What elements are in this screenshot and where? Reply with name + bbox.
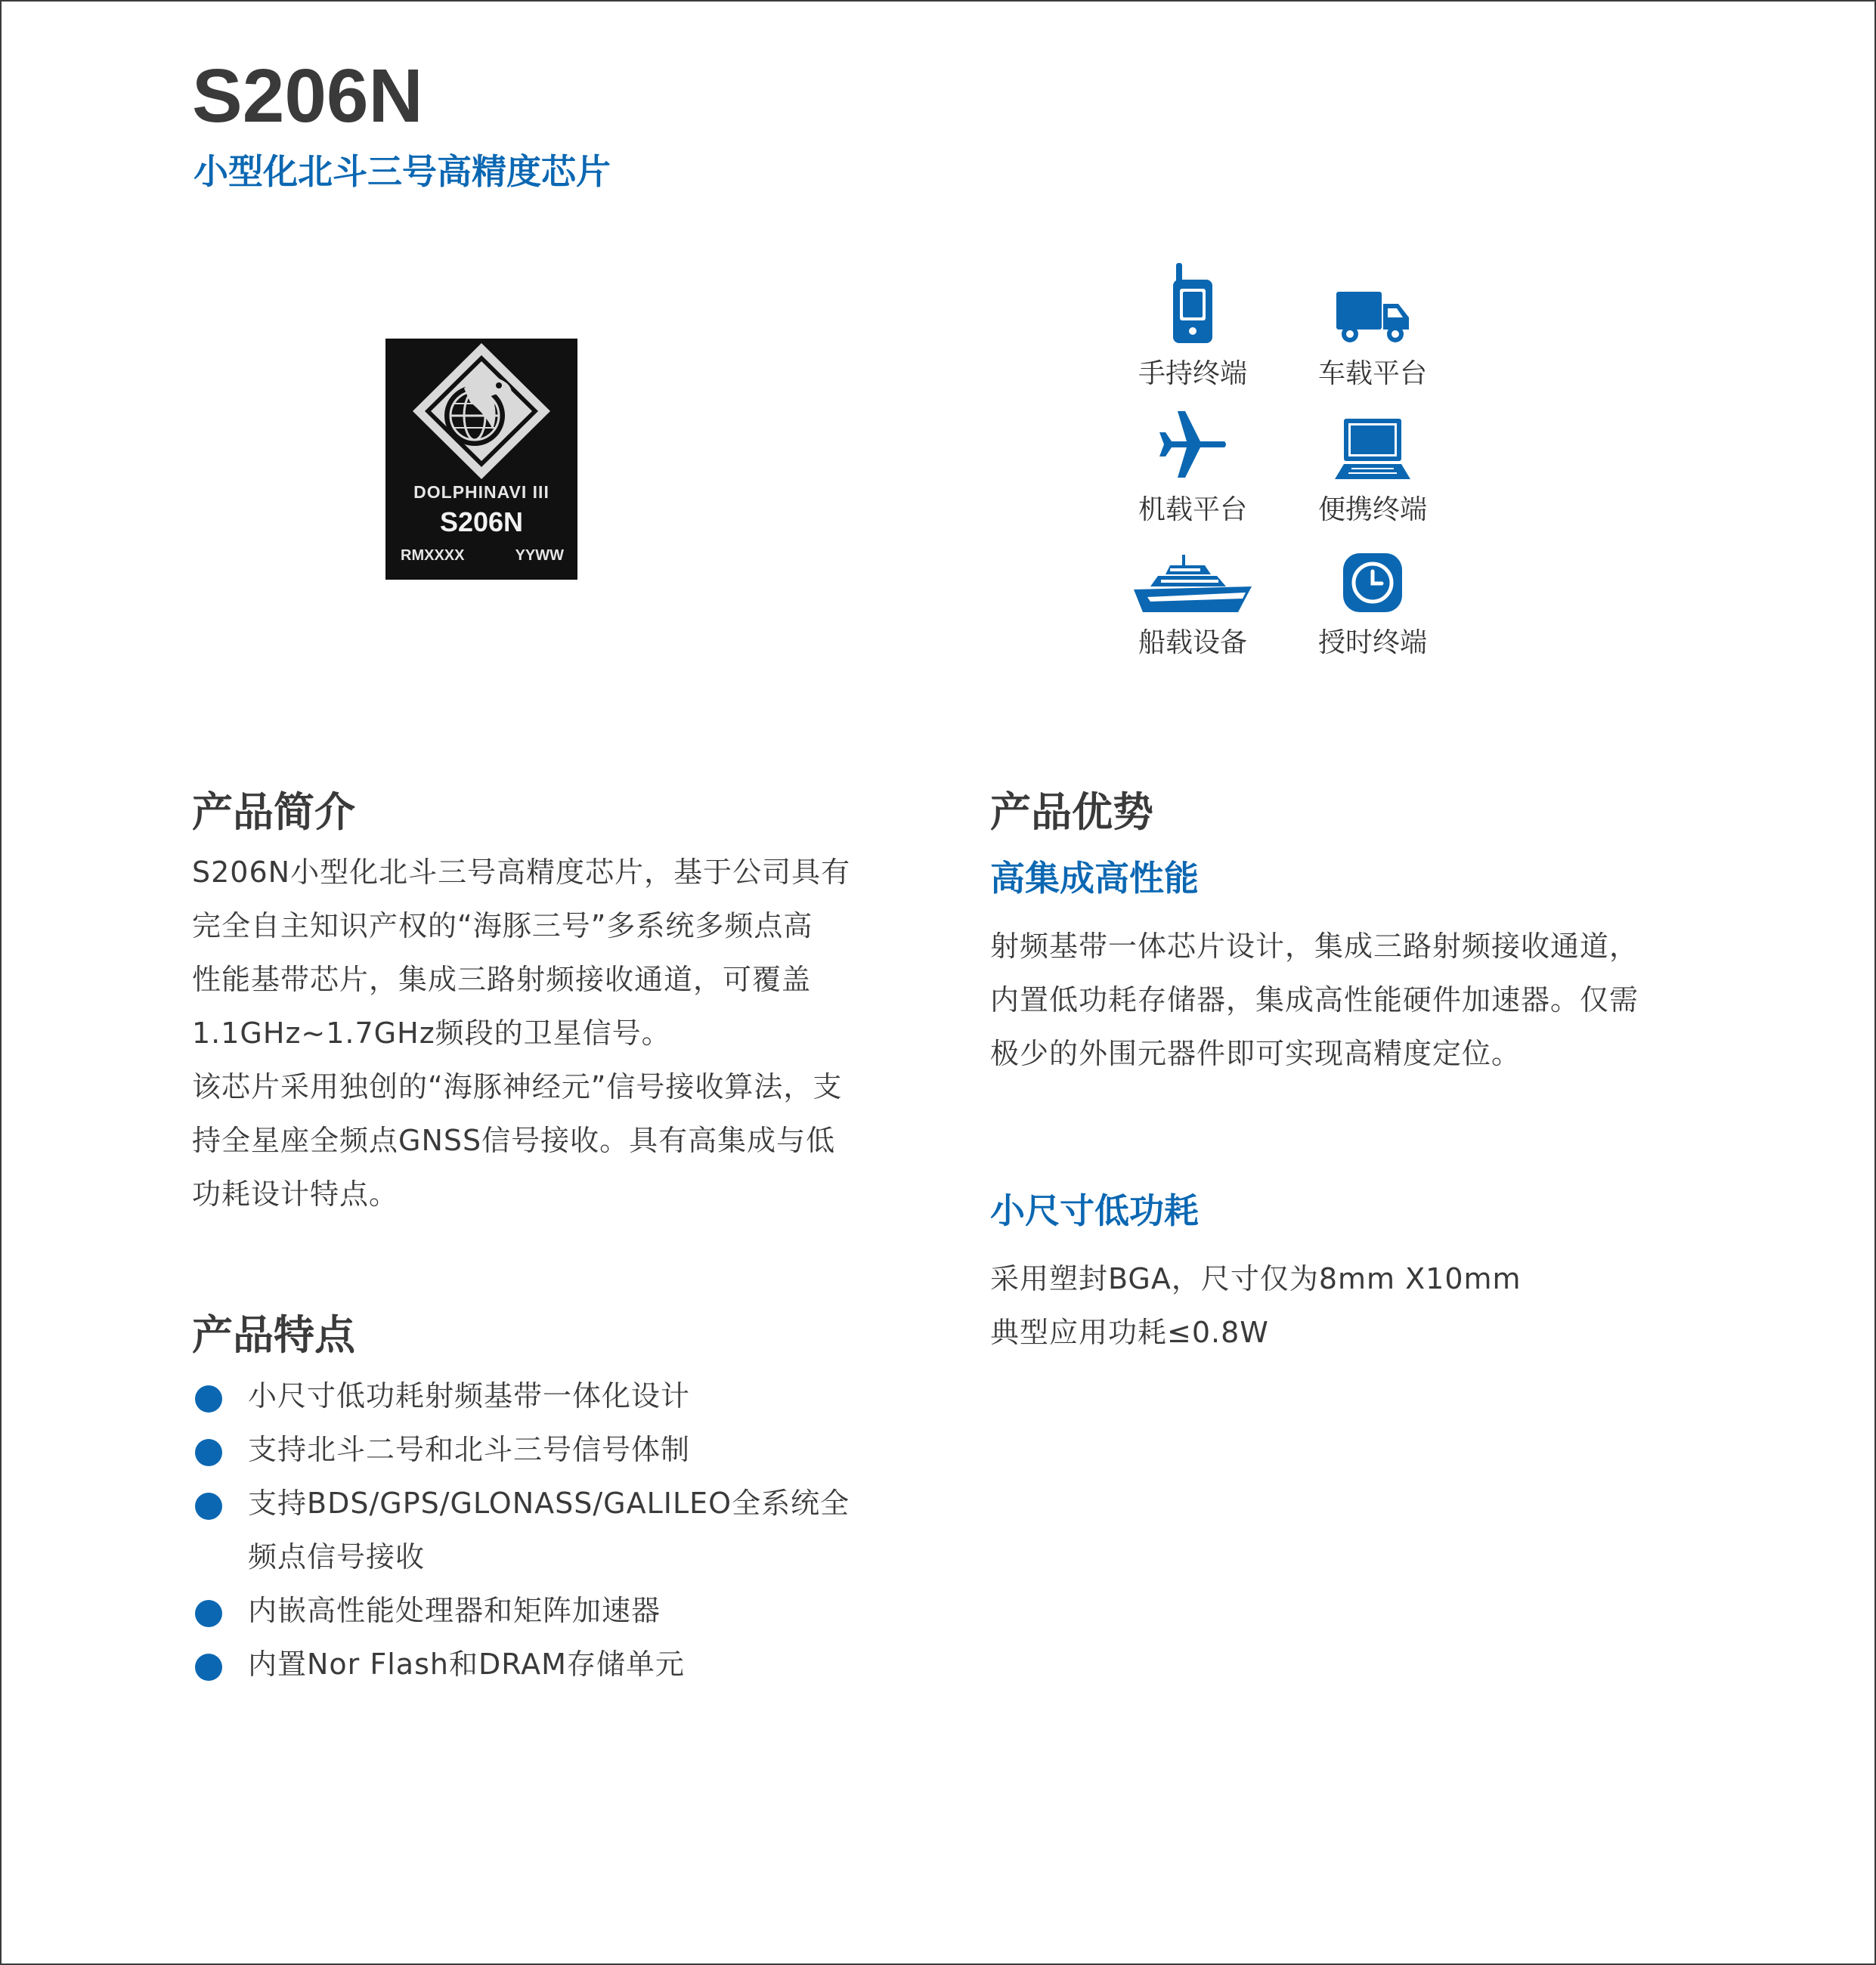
intro-line: 功耗设计特点。 [192, 1177, 399, 1211]
feature-item: 小尺寸低功耗射频基带一体化设计 [192, 1369, 918, 1423]
application-label: 车载平台 [1317, 358, 1427, 389]
advantage-heading-integration: 高集成高性能 [990, 858, 1199, 899]
chip-model-text: S206N [439, 506, 524, 537]
application-shipborne [1117, 531, 1268, 660]
intro-line: 完全自主知识产权的“海豚三号”多系统多频点高 [192, 909, 813, 942]
feature-item: 支持北斗二号和北斗三号信号体制 [192, 1423, 918, 1477]
ship-icon [1132, 553, 1253, 614]
application-label: 授时终端 [1317, 627, 1427, 658]
bullet-icon [195, 1654, 222, 1681]
application-label: 船载设备 [1138, 627, 1247, 658]
application-portable [1297, 398, 1448, 527]
dolphin-logo-icon [385, 339, 577, 580]
advantage-heading-size: 小尺寸低功耗 [990, 1190, 1199, 1231]
handheld-radio-icon [1172, 261, 1214, 345]
intro-title: 产品简介 [192, 788, 355, 836]
bullet-icon [195, 1385, 222, 1413]
features-title: 产品特点 [192, 1311, 355, 1359]
bullet-icon [195, 1493, 222, 1520]
intro-line: S206N小型化北斗三号高精度芯片，基于公司具有 [192, 856, 851, 889]
advantages-title: 产品优势 [990, 788, 1153, 836]
intro-paragraph [192, 846, 948, 1221]
application-label: 机载平台 [1138, 494, 1247, 525]
intro-line: 持全星座全频点GNSS信号接收。具有高集成与低 [192, 1124, 836, 1157]
intro-line: 性能基带芯片，集成三路射频接收通道，可覆盖 [192, 963, 812, 996]
bullet-icon [195, 1439, 222, 1466]
page-subtitle: 小型化北斗三号高精度芯片 [193, 151, 611, 192]
application-handheld [1117, 261, 1268, 391]
application-label: 手持终端 [1138, 358, 1247, 389]
advantage-text-integration: 射频基带一体芯片设计，集成三路射频接收通道， 内置低功耗存储器，集成高性能硬件加速器。仅需 极少的外围元器件即可实现高精度定位。 [990, 930, 1639, 1070]
application-label: 便携终端 [1317, 494, 1427, 525]
chip-lot-text: RMXXXX [401, 547, 465, 564]
features-list [192, 1369, 918, 1691]
bullet-icon [195, 1600, 222, 1627]
feature-item: 内置Nor Flash和DRAM存储单元 [192, 1638, 918, 1691]
clock-icon [1342, 552, 1404, 614]
feature-item: 支持BDS/GPS/GLONASS/GALILEO全系统全 频点信号接收 [192, 1477, 918, 1584]
airplane-icon [1158, 408, 1227, 481]
feature-item: 内嵌高性能处理器和矩阵加速器 [192, 1584, 918, 1638]
chip-image [385, 339, 577, 580]
intro-line: 1.1GHz~1.7GHz频段的卫星信号。 [192, 1017, 671, 1050]
application-airborne [1117, 398, 1268, 527]
application-timing [1297, 531, 1448, 660]
application-vehicle [1297, 261, 1448, 391]
chip-brand-text: DOLPHINAVI III [413, 482, 549, 502]
page-title: S206N [192, 54, 423, 138]
laptop-icon [1333, 417, 1412, 481]
intro-line: 该芯片采用独创的“海豚神经元”信号接收算法，支 [192, 1070, 843, 1103]
truck-icon [1335, 289, 1410, 345]
chip-date-text: YYWW [515, 547, 564, 564]
advantage-text-size: 采用塑封BGA，尺寸仅为8mm X10mm 典型应用功耗≤0.8W [990, 1262, 1522, 1349]
